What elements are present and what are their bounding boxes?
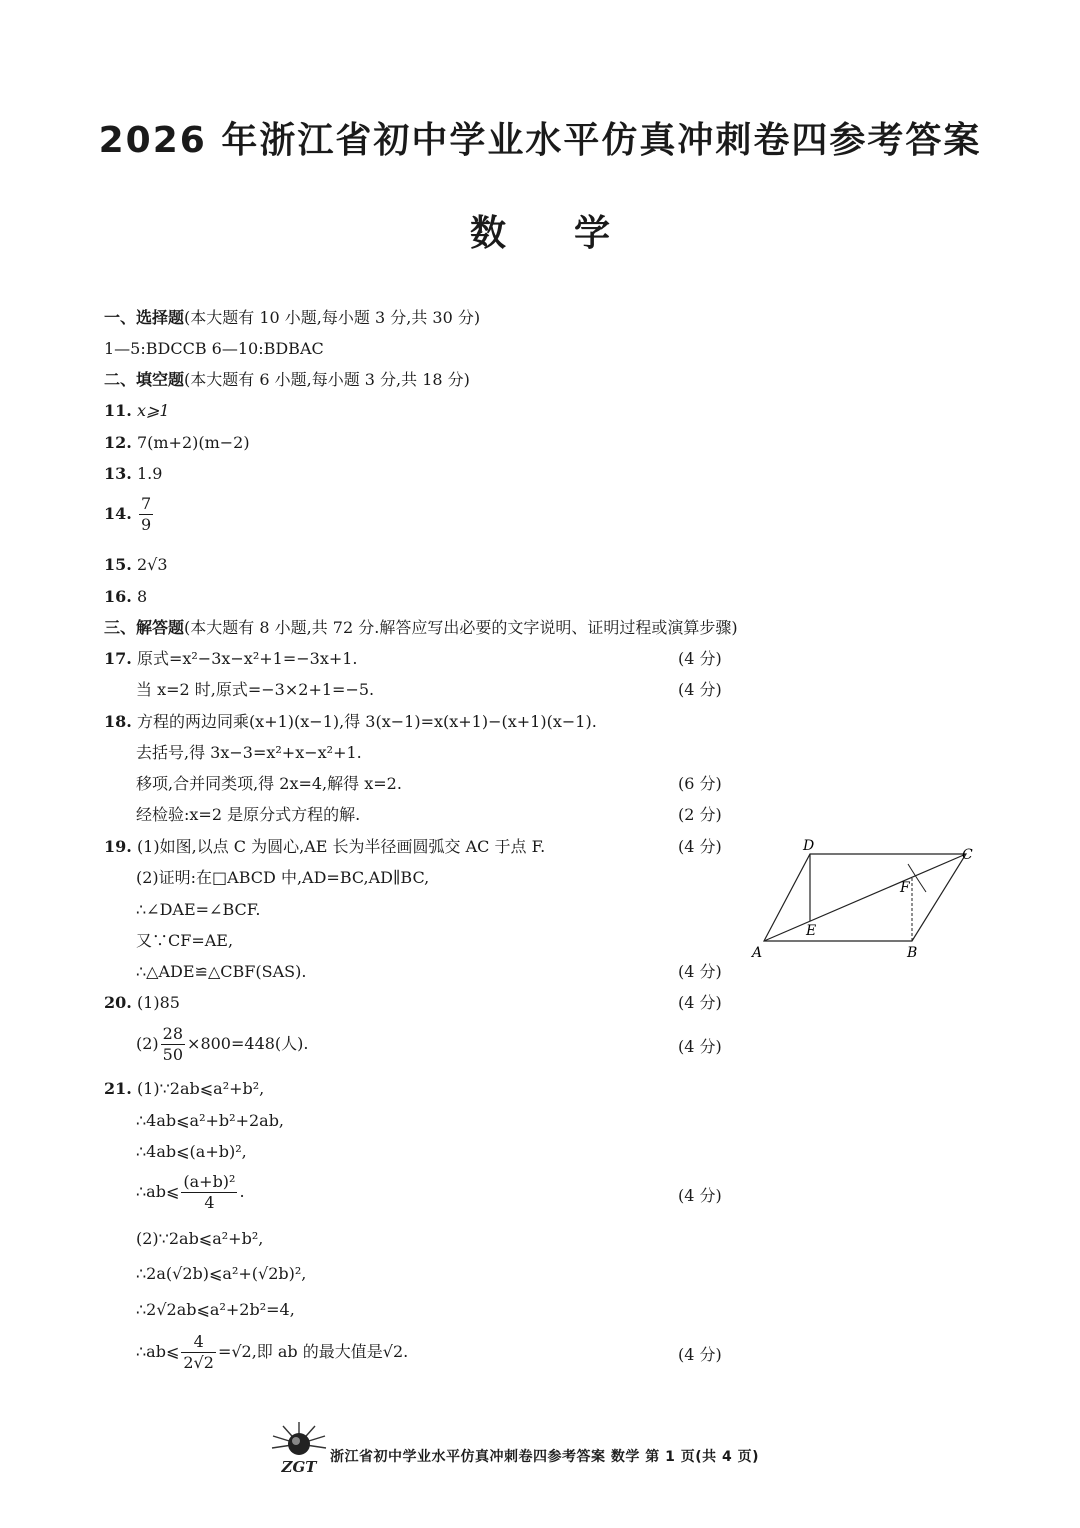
- q18-text1: 方程的两边同乘(x+1)(x−1),得 3(x−1)=x(x+1)−(x+1)(x−1).: [136, 712, 597, 731]
- section1-answers: 1—5:BDCCB 6—10:BDBAC: [104, 339, 324, 358]
- q17-score2: (4 分): [678, 680, 722, 699]
- q21-line2: ∴4ab⩽a²+b²+2ab,: [136, 1111, 285, 1130]
- subject-char-1: 数: [469, 213, 506, 254]
- q18-line2: 去括号,得 3x−3=x²+x−x²+1.: [136, 743, 362, 762]
- label-a: A: [752, 945, 763, 961]
- q20-line2: [136, 1024, 309, 1065]
- q20-fraction: [161, 1024, 185, 1065]
- q21-line8-denominator: 2√2: [183, 1353, 214, 1372]
- q20-prefix: (2): [136, 1034, 159, 1053]
- q13-number: 13.: [104, 464, 132, 483]
- q11-answer: x⩾1: [136, 401, 170, 420]
- subject-char-2: 学: [574, 213, 611, 254]
- q14-number: 14.: [104, 504, 132, 523]
- q21-score8: (4 分): [678, 1345, 722, 1364]
- q14-fraction: [139, 494, 153, 535]
- q12-answer: 7(m+2)(m−2): [136, 433, 250, 452]
- label-d: D: [803, 838, 815, 854]
- q21-line3: ∴4ab⩽(a+b)²,: [136, 1142, 247, 1161]
- q20-suffix: ×800=448(人).: [187, 1034, 309, 1053]
- q21-line5: (2)∵2ab⩽a²+b²,: [136, 1229, 264, 1248]
- q21-text1: (1)∵2ab⩽a²+b²,: [136, 1079, 265, 1098]
- publisher-logo: [268, 1420, 330, 1478]
- q18-score3: (6 分): [678, 774, 722, 793]
- q15-number: 15.: [104, 555, 132, 574]
- q21-line4-numerator: (a+b)²: [183, 1172, 236, 1191]
- section3-note: (本大题有 8 小题,共 72 分.解答应写出必要的文字说明、证明过程或演算步骤): [184, 618, 738, 637]
- label-f: F: [900, 880, 910, 896]
- q15-answer: 2√3: [136, 555, 168, 574]
- q21-line4: [136, 1172, 245, 1213]
- q13-answer: 1.9: [136, 464, 163, 483]
- q14-numerator: 7: [140, 494, 152, 513]
- q19-text1: (1)如图,以点 C 为圆心,AE 长为半径画圆弧交 AC 于点 F.: [136, 837, 546, 856]
- q20-numerator: 28: [162, 1024, 184, 1043]
- q19-line3: ∴∠DAE=∠BCF.: [136, 900, 261, 919]
- subject-heading: [0, 205, 1080, 256]
- answer-16: [104, 586, 147, 608]
- q19-line2: (2)证明:在□ABCD 中,AD=BC,AD∥BC,: [136, 868, 430, 887]
- q16-number: 16.: [104, 587, 132, 606]
- q21-line1: [104, 1078, 264, 1100]
- answer-12: [104, 432, 250, 454]
- section1-note: (本大题有 10 小题,每小题 3 分,共 30 分): [184, 308, 481, 327]
- section2-heading: [104, 369, 470, 391]
- q19-score1: (4 分): [678, 837, 722, 856]
- q19-score5: (4 分): [678, 962, 722, 981]
- q12-number: 12.: [104, 433, 132, 452]
- q18-line1: [104, 711, 597, 733]
- q21-line8-fraction: [181, 1332, 216, 1373]
- q18-number: 18.: [104, 712, 132, 731]
- q18-score4: (2 分): [678, 805, 722, 824]
- section3-title: 三、解答题: [104, 618, 185, 637]
- answer-13: [104, 463, 162, 485]
- q21-line4-denominator: 4: [204, 1193, 215, 1212]
- q20-score1: (4 分): [678, 993, 722, 1012]
- diagonal-ac: [764, 854, 966, 941]
- label-b: B: [907, 945, 918, 961]
- page-title: 2026 年浙江省初中学业水平仿真冲刺卷四参考答案: [98, 120, 982, 161]
- section2-note: (本大题有 6 小题,每小题 3 分,共 18 分): [184, 370, 470, 389]
- q19-number: 19.: [104, 837, 132, 856]
- q21-line4-suffix: .: [239, 1182, 245, 1201]
- q20-number: 20.: [104, 993, 132, 1012]
- q20-line1: [104, 992, 180, 1014]
- label-e: E: [806, 923, 817, 939]
- q17-number: 17.: [104, 649, 132, 668]
- q20-score2: (4 分): [678, 1037, 722, 1056]
- answer-11: [104, 400, 170, 422]
- logo-lettering: ZGT: [281, 1458, 317, 1476]
- q19-line5: ∴△ADE≌△CBF(SAS).: [136, 962, 307, 981]
- q16-answer: 8: [136, 587, 148, 606]
- q21-number: 21.: [104, 1079, 132, 1098]
- q18-line4: 经检验:x=2 是原分式方程的解.: [136, 805, 361, 824]
- answer-15: [104, 554, 168, 576]
- q17-score1: (4 分): [678, 649, 722, 668]
- q21-line4-prefix: ∴ab⩽: [136, 1182, 180, 1201]
- q20-denominator: 50: [162, 1045, 184, 1064]
- q17-line1: [104, 648, 358, 670]
- section1-title: 一、选择题: [104, 308, 185, 327]
- parallelogram-diagram: [748, 834, 988, 964]
- q21-line8: [136, 1332, 408, 1373]
- section2-title: 二、填空题: [104, 370, 185, 389]
- q21-line6: ∴2a(√2b)⩽a²+(√2b)²,: [136, 1264, 307, 1283]
- q21-line4-fraction: [181, 1172, 237, 1213]
- q21-line8-numerator: 4: [181, 1332, 216, 1353]
- page-footer: 浙江省初中学业水平仿真冲刺卷四参考答案 数学 第 1 页(共 4 页): [330, 1449, 760, 1465]
- q14-denominator: 9: [140, 515, 152, 534]
- q18-line3: 移项,合并同类项,得 2x=4,解得 x=2.: [136, 774, 402, 793]
- q20-text1: (1)85: [136, 993, 180, 1012]
- q17-line2: 当 x=2 时,原式=−3×2+1=−5.: [136, 680, 375, 699]
- label-c: C: [962, 847, 973, 863]
- q21-line8-suffix: =√2,即 ab 的最大值是√2.: [217, 1342, 409, 1361]
- q21-score4: (4 分): [678, 1186, 722, 1205]
- answer-14: [104, 494, 155, 535]
- q19-line1: [104, 836, 545, 858]
- q21-line8-prefix: ∴ab⩽: [136, 1342, 180, 1361]
- q21-line7: ∴2√2ab⩽a²+2b²=4,: [136, 1300, 295, 1319]
- section3-heading: [104, 617, 738, 639]
- section1-heading: [104, 307, 480, 329]
- q19-line4: 又∵CF=AE,: [136, 931, 234, 950]
- q11-number: 11.: [104, 401, 132, 420]
- q17-text1: 原式=x²−3x−x²+1=−3x+1.: [136, 649, 358, 668]
